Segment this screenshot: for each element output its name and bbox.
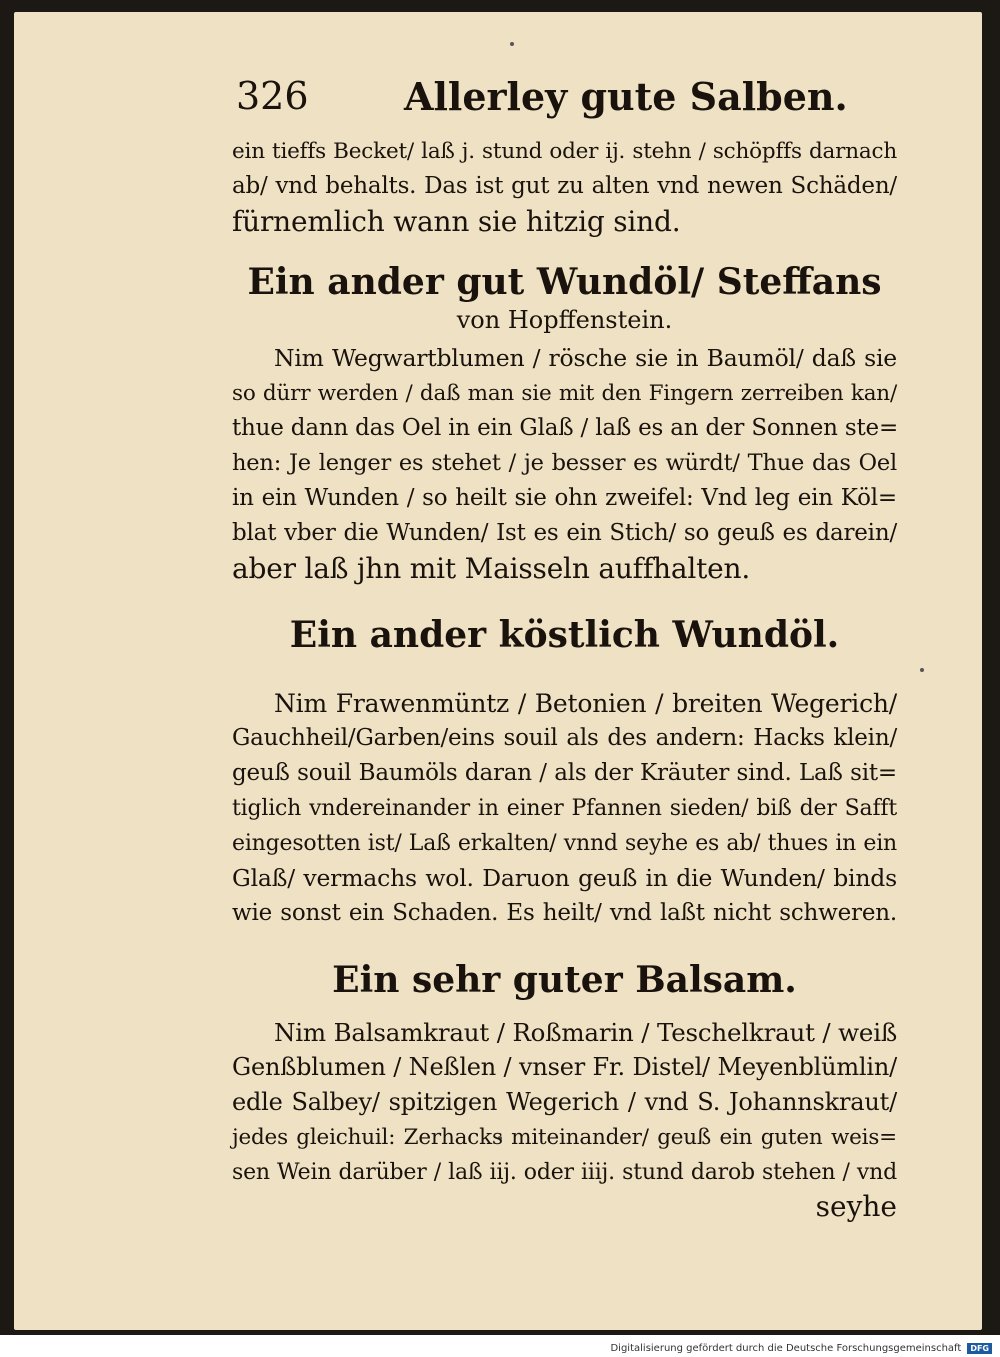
text-line: Nim Wegwartblumen / rösche sie in Baumöl/ daß sie bbox=[274, 344, 897, 372]
text-line: hen: Je lenger es stehet / je besser es würdt/ Thue das Oel bbox=[232, 450, 897, 476]
recipe-body bbox=[232, 686, 897, 931]
text-line: Glaß/ vermachs wol. Daruon geuß in die Wunden/ binds bbox=[232, 864, 897, 892]
catchword: seyhe bbox=[815, 1190, 897, 1223]
opening-paragraph bbox=[232, 134, 897, 239]
recipe-body bbox=[232, 341, 897, 586]
recipe-balsam bbox=[232, 959, 897, 1224]
recipe-body bbox=[232, 1015, 897, 1190]
funding-credit: Digitalisierung gefördert durch die Deutsche Forschungsgemeinschaft bbox=[610, 1343, 962, 1354]
page-speck bbox=[510, 42, 514, 46]
recipe-subheading: von Hopffenstein. bbox=[456, 306, 673, 334]
text-line: ab/ vnd behalts. Das ist gut zu alten vnd newen Schäden/ bbox=[232, 173, 897, 199]
page-number: 326 bbox=[236, 74, 309, 118]
text-line: wie sonst ein Schaden. Es heilt/ vnd laßt nicht schweren. bbox=[232, 900, 897, 926]
digitization-footer bbox=[610, 1342, 992, 1355]
page-speck bbox=[920, 668, 924, 672]
text-block bbox=[232, 66, 897, 1224]
text-line: fürnemlich wann sie hitzig sind. bbox=[232, 205, 681, 238]
recipe-wundoel-hopffenstein bbox=[232, 261, 897, 586]
recipe-heading: Ein ander köstlich Wundöl. bbox=[289, 614, 840, 656]
text-line: ein tieffs Becket/ laß j. stund oder ij. stehn / schöpffs darnach bbox=[232, 139, 897, 164]
text-line: Nim Balsamkraut / Roßmarin / Teschelkraut / weiß bbox=[274, 1018, 897, 1047]
text-line: Nim Frawenmüntz / Betonien / breiten Wegerich/ bbox=[274, 689, 897, 718]
text-line: blat vber die Wunden/ Ist es ein Stich/ so geuß es darein/ bbox=[232, 520, 897, 546]
running-head bbox=[232, 66, 897, 136]
text-line: tiglich vndereinander in einer Pfannen sieden/ biß der Safft bbox=[232, 796, 897, 821]
text-line: sen Wein darüber / laß iij. oder iiij. stund darob stehen / vnd bbox=[232, 1160, 897, 1185]
dfg-logo: DFG bbox=[967, 1343, 992, 1354]
text-line: Gauchheil/Garben/eins souil als des andern: Hacks klein/ bbox=[232, 725, 897, 751]
recipe-heading: Ein sehr guter Balsam. bbox=[332, 959, 797, 1001]
text-line: eingesotten ist/ Laß erkalten/ vnnd seyhe es ab/ thues in ein bbox=[232, 831, 897, 856]
running-title: Allerley gute Salben. bbox=[404, 74, 848, 119]
text-line: jedes gleichuil: Zerhacks miteinander/ geuß ein guten weis= bbox=[232, 1125, 897, 1150]
text-line: edle Salbey/ spitzigen Wegerich / vnd S. Johannskraut/ bbox=[232, 1088, 897, 1116]
text-line: aber laß jhn mit Maisseln auffhalten. bbox=[232, 552, 751, 585]
text-line: Genßblumen / Neßlen / vnser Fr. Distel/ Meyenblümlin/ bbox=[232, 1053, 897, 1081]
text-line: geuß souil Baumöls daran / als der Kräuter sind. Laß sit= bbox=[232, 760, 897, 786]
text-line: in ein Wunden / so heilt sie ohn zweifel: Vnd leg ein Köl= bbox=[232, 485, 897, 511]
recipe-heading: Ein ander gut Wundöl/ Steffans bbox=[247, 261, 882, 303]
text-line: thue dann das Oel in ein Glaß / laß es an der Sonnen ste= bbox=[232, 415, 899, 441]
text-line: so dürr werden / daß man sie mit den Fingern zerreiben kan/ bbox=[232, 381, 897, 406]
recipe-koestlich-wundoel bbox=[232, 614, 897, 931]
